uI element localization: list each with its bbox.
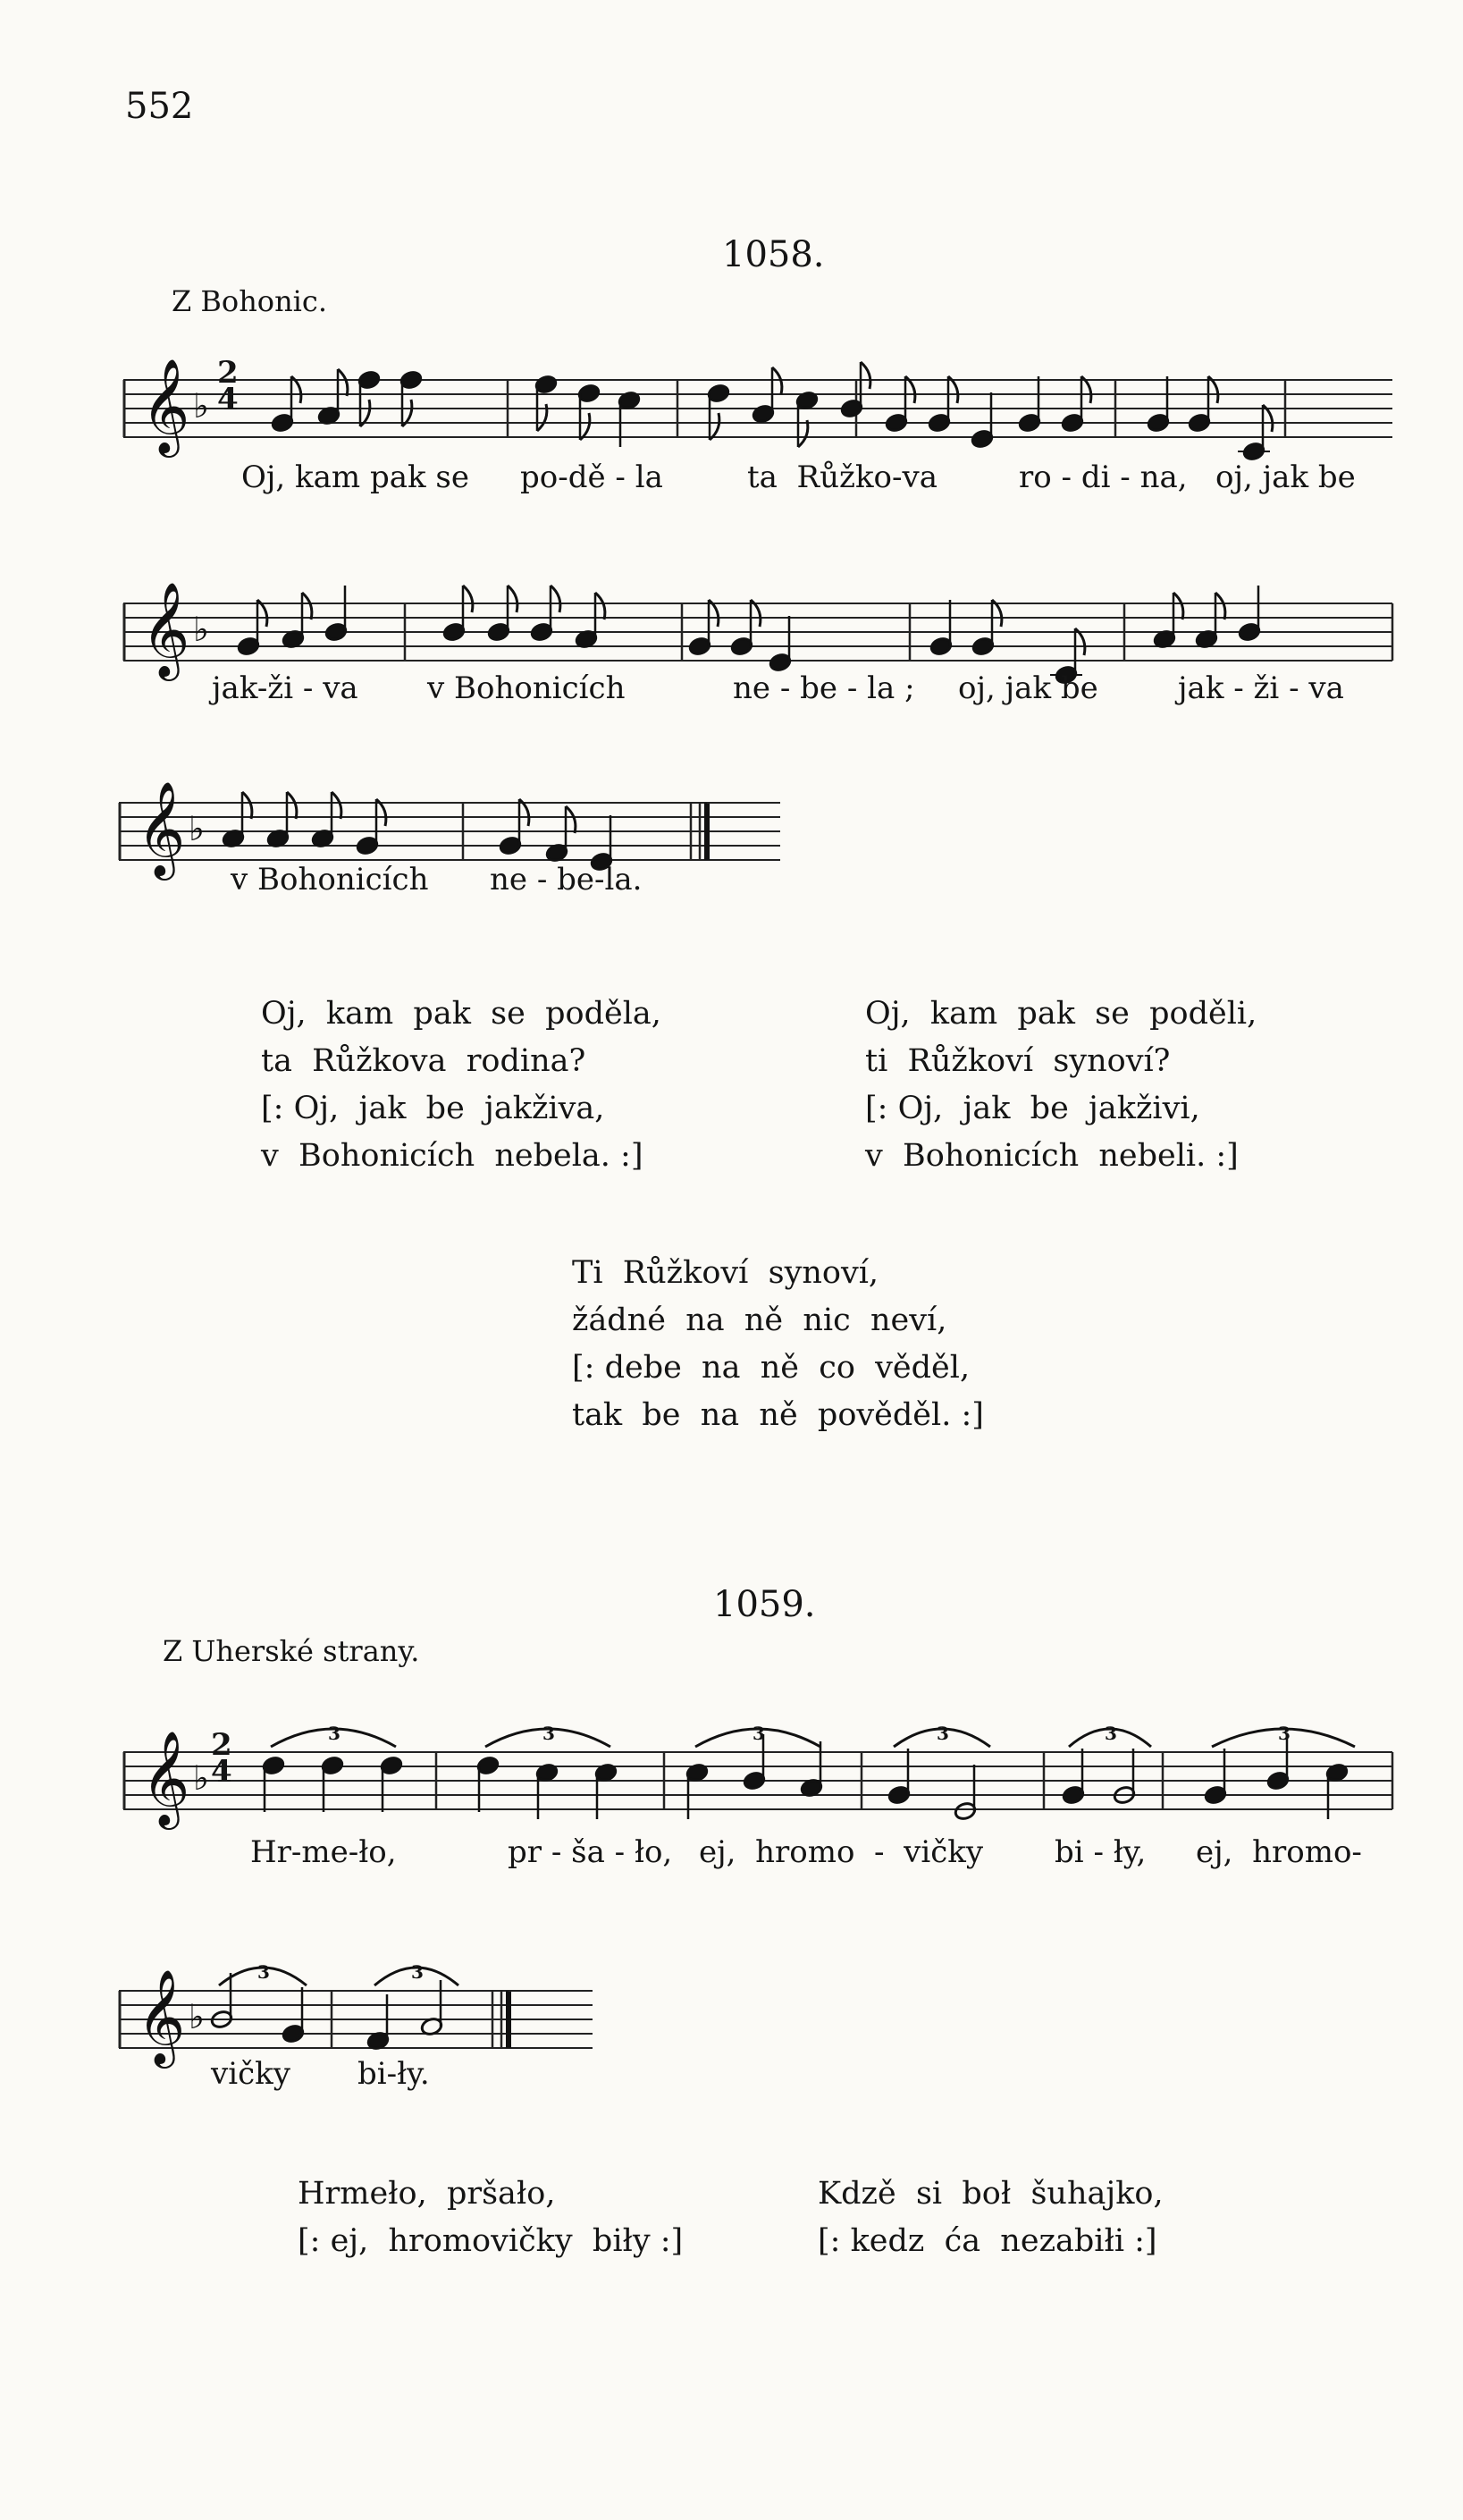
note-flag bbox=[551, 586, 560, 612]
lyric-line-4-4: bi - ły, bbox=[1055, 1834, 1147, 1870]
lyric-line-3-2: ne - be-la. bbox=[490, 862, 643, 898]
note-flag bbox=[710, 413, 719, 440]
lyric-line-3-1: v Bohonicích bbox=[231, 862, 429, 898]
music-staff bbox=[123, 568, 1392, 684]
note-flag bbox=[1173, 593, 1183, 619]
flat-sign-icon: ♭ bbox=[189, 809, 205, 848]
note-flag bbox=[242, 792, 252, 819]
triplet-mark: 3 bbox=[257, 1961, 270, 1983]
flat-sign-icon: ♭ bbox=[193, 386, 209, 426]
page-number: 552 bbox=[125, 86, 194, 127]
triplet-mark: 3 bbox=[1278, 1723, 1291, 1744]
triplet-mark: 3 bbox=[542, 1723, 555, 1744]
triplet-mark: 3 bbox=[328, 1723, 341, 1744]
stanza-1059-1: Hrmeło, pršało, [: ej, hromovičky biły :] bbox=[298, 2176, 684, 2259]
note-flag bbox=[338, 369, 348, 396]
treble-clef-icon: 𝄞 bbox=[137, 780, 186, 876]
lyric-line-1-1: Oj, kam pak se bbox=[241, 459, 469, 495]
treble-clef-icon: 𝄞 bbox=[137, 1968, 186, 2064]
lyric-line-4-1: Hr-me-ło, bbox=[250, 1834, 397, 1870]
lyric-line-5-1: vičky bbox=[211, 2056, 290, 2092]
triplet-mark: 3 bbox=[411, 1961, 424, 1983]
triplet-mark: 3 bbox=[937, 1723, 949, 1744]
note-flag bbox=[580, 413, 590, 440]
note-flag bbox=[287, 792, 297, 819]
note-flag bbox=[595, 593, 605, 619]
song-number-1059: 1059. bbox=[713, 1584, 816, 1625]
treble-clef-icon: 𝄞 bbox=[141, 1730, 190, 1825]
flat-sign-icon: ♭ bbox=[189, 1997, 205, 2036]
flat-sign-icon: ♭ bbox=[193, 1758, 209, 1798]
stanza-1058-2: Oj, kam pak se poděli, ti Růžkoví synoví? [: Oj, jak be jakživi, v Bohonicích nebeli. :] bbox=[865, 996, 1257, 1174]
treble-clef-icon: 𝄞 bbox=[141, 581, 190, 677]
song-origin-1058: Z Bohonic. bbox=[172, 284, 327, 318]
lyric-line-5-2: bi-ły. bbox=[357, 2056, 430, 2092]
music-staff bbox=[119, 767, 780, 883]
time-signature: 2 4 bbox=[211, 1727, 232, 1790]
lyric-line-1-5: oj, jak be bbox=[1215, 459, 1356, 495]
music-staff bbox=[123, 344, 1392, 460]
lyric-line-1-2: po-dě - la bbox=[520, 459, 663, 495]
time-signature: 2 4 bbox=[217, 355, 239, 417]
music-staff bbox=[119, 1955, 593, 2071]
song-origin-1059: Z Uherské strany. bbox=[163, 1634, 420, 1668]
lyric-line-4-5: ej, hromo- bbox=[1196, 1834, 1362, 1870]
note-flag bbox=[508, 586, 517, 612]
lyric-line-2-2: v Bohonicích bbox=[427, 670, 626, 706]
note-flag bbox=[332, 792, 341, 819]
lyric-line-1-4: ro - di - na, bbox=[1019, 459, 1188, 495]
lyric-line-4-3: ej, hromo - vičky bbox=[699, 1834, 984, 1870]
stanza-1059-2: Kdzě si boł šuhajko, [: kedz ća nezabiłi :] bbox=[818, 2176, 1164, 2259]
note-flag bbox=[302, 593, 312, 619]
note-flag bbox=[463, 586, 473, 612]
note-flag bbox=[798, 420, 808, 447]
lyric-line-2-4: oj, jak be bbox=[958, 670, 1098, 706]
song-number-1058: 1058. bbox=[722, 234, 825, 275]
note-flag bbox=[1215, 593, 1225, 619]
lyric-line-1-3: ta Růžko-va bbox=[747, 459, 937, 495]
triplet-mark: 3 bbox=[753, 1723, 765, 1744]
music-staff bbox=[123, 1716, 1392, 1833]
lyric-line-4-2: pr - ša - ło, bbox=[508, 1834, 673, 1870]
lyric-line-2-1: jak-ži - va bbox=[212, 670, 358, 706]
triplet-mark: 3 bbox=[1105, 1723, 1117, 1744]
treble-clef-icon: 𝄞 bbox=[141, 358, 190, 453]
stanza-1058-3: Ti Růžkoví synoví, žádné na ně nic neví, [: debe na ně co věděl, tak be na ně pověděl. :] bbox=[572, 1255, 984, 1433]
lyric-line-2-5: jak - ži - va bbox=[1178, 670, 1344, 706]
lyric-line-2-3: ne - be - la ; bbox=[733, 670, 915, 706]
flat-sign-icon: ♭ bbox=[193, 610, 209, 649]
note-flag bbox=[566, 806, 576, 833]
stanza-1058-1: Oj, kam pak se poděla, ta Růžkova rodina? [: Oj, jak be jakživa, v Bohonicích nebela. :] bbox=[261, 996, 661, 1174]
note-flag bbox=[861, 362, 870, 389]
